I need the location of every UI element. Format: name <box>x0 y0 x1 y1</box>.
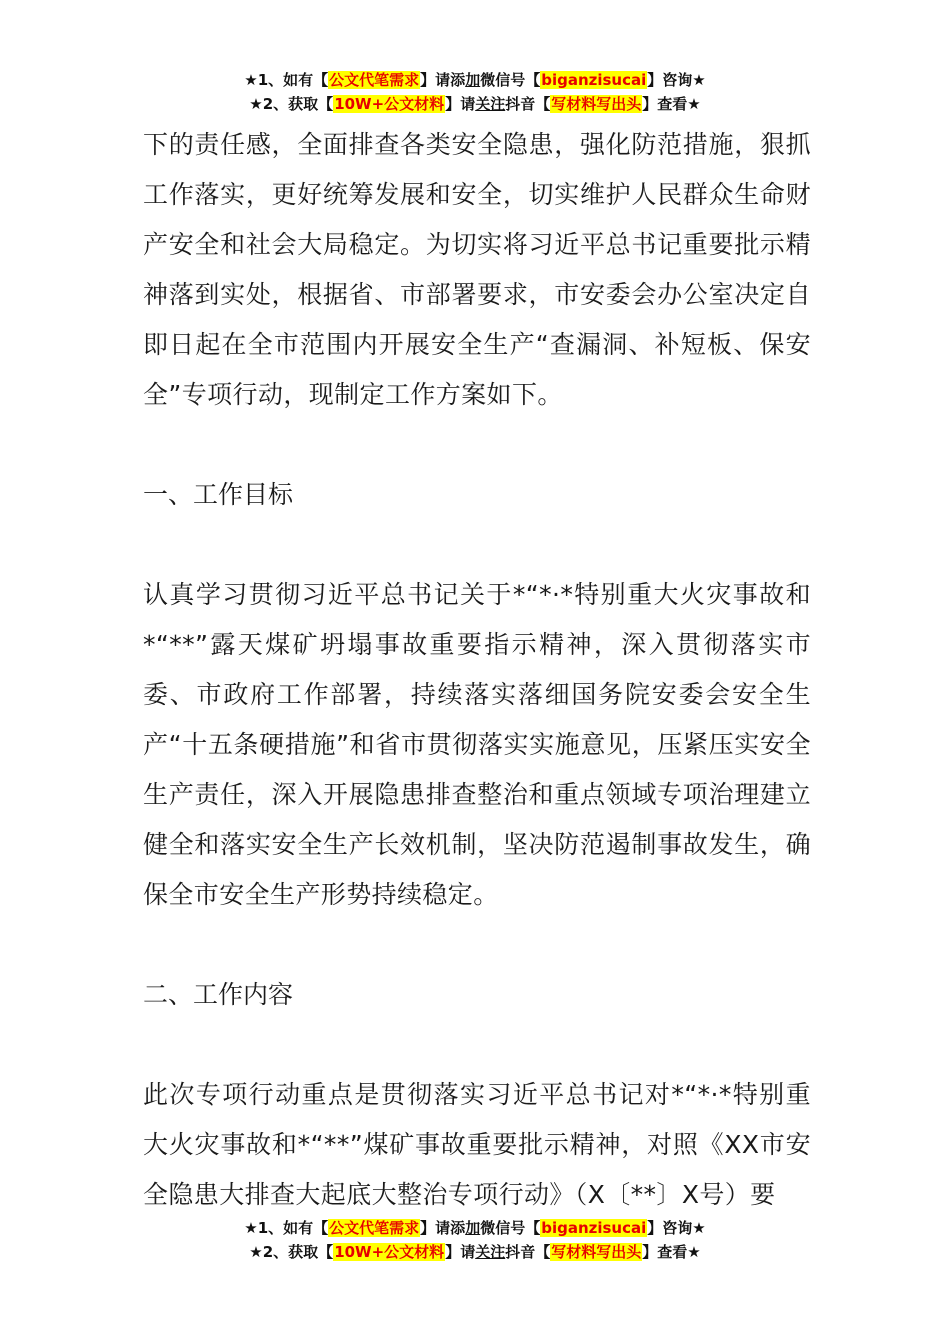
highlight-service: 公文代笔需求 <box>329 71 420 89</box>
highlight-wechat-id: biganzisucai <box>541 1219 647 1237</box>
spacer <box>143 920 811 970</box>
highlight-wechat-id: biganzisucai <box>541 71 647 89</box>
section1-paragraph: 认真学习贯彻习近平总书记关于*“*·*特别重大火灾事故和*“**”露天煤矿坍塌事故重要指示精神，深入贯彻落实市委、市政府工作部署，持续落实落细国务院安委会安全生产“十五条硬措施”和省市贯彻落实实施意见，压紧压实安全生产责任，深入开展隐患排查整治和重点领域专项治理建立健全和落实安全生产长效机制，坚决防范遏制事故发生，确保全市安全生产形势持续稳定。 <box>143 580 811 909</box>
promo-line-1: ★1、如有【公文代笔需求】请添加微信号【biganzisucai】咨询★ <box>244 1219 706 1237</box>
intro-paragraph: 下的责任感，全面排查各类安全隐患，强化防范措施，狠抓工作落实，更好统筹发展和安全，切实维护人民群众生命财产安全和社会大局稳定。为切实将习近平总书记重要批示精神落到实处，根据省、市部署要求，市安委会办公室决定自即日起在全市范围内开展安全生产“查漏洞、补短板、保安全”专项行动，现制定工作方案如下。 <box>143 130 811 409</box>
section1-heading: 一、工作目标 <box>143 480 294 509</box>
promo-line-1: ★1、如有【公文代笔需求】请添加微信号【biganzisucai】咨询★ <box>244 71 706 89</box>
top-promo-banner <box>0 68 950 116</box>
spacer <box>143 520 811 570</box>
highlight-materials: 10W+公文材料 <box>334 95 445 113</box>
highlight-service: 公文代笔需求 <box>329 1219 420 1237</box>
bottom-promo-banner <box>0 1216 950 1264</box>
highlight-douyin: 写材料写出头 <box>551 1243 642 1261</box>
section2-paragraph: 此次专项行动重点是贯彻落实习近平总书记对*“*·*特别重大火灾事故和*“**”煤矿事故重要批示精神，对照《XX市安全隐患大排查大起底大整治专项行动》（X〔**〕X号）要 <box>143 1080 811 1209</box>
spacer <box>143 1020 811 1070</box>
promo-line-2: ★2、获取【10W+公文材料】请关注抖音【写材料写出头】查看★ <box>249 1243 701 1261</box>
spacer <box>143 420 811 470</box>
document-body <box>143 120 811 1220</box>
highlight-douyin: 写材料写出头 <box>551 95 642 113</box>
section2-heading: 二、工作内容 <box>143 980 294 1009</box>
promo-line-2: ★2、获取【10W+公文材料】请关注抖音【写材料写出头】查看★ <box>249 95 701 113</box>
highlight-materials: 10W+公文材料 <box>334 1243 445 1261</box>
